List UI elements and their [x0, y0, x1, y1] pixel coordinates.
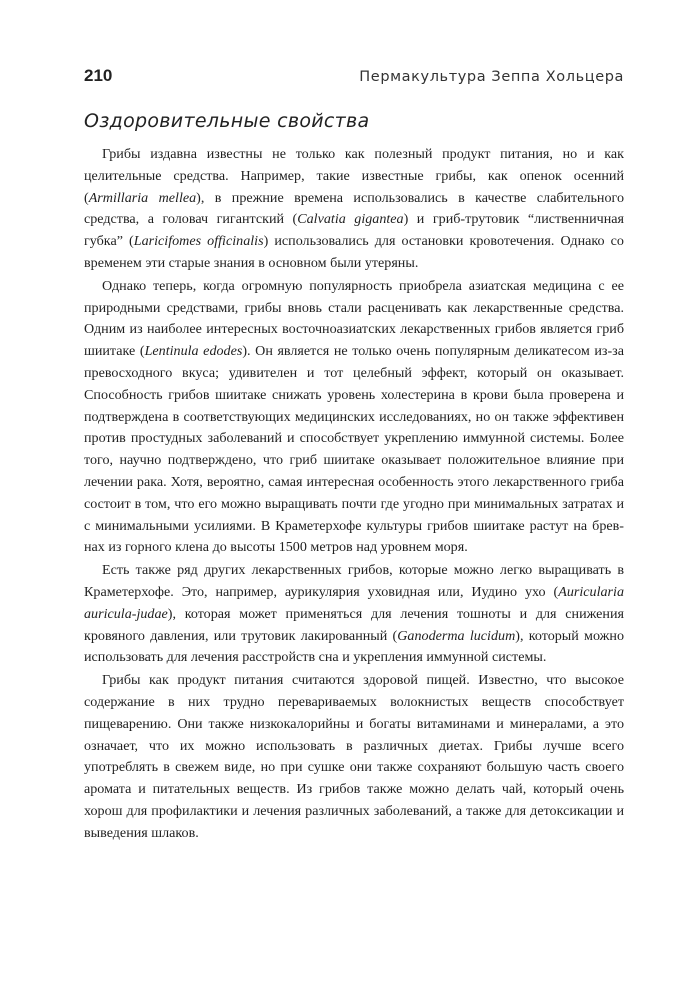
species-name: Lentinula edodes: [144, 343, 243, 360]
paragraph: [84, 560, 624, 669]
text-run: Грибы как продукт питания считаются здоровой пищей. Известно, что высокое содержание в них трудно перевариваемых волокнистых веществ способствует пищеварению. Они также низкокалорийны и богаты витаминами и минералами, а это означает, что их можно использовать в различных диетах. Грибы лучше всего употреблять в свежем виде, но при сушке они также сохраняют большую часть своего аромата и питательных веществ. Из грибов также можно делать чай, который очень хорош для профилактики и лечения различных заболеваний, а также для детоксикации и выведения шлаков.: [84, 672, 624, 841]
text-run: Однако теперь, когда огромную популярность приобрела азиатская медицина с ее природными средствами, грибы вновь стали расценивать как лекарственные средства. Одним из наиболее интересных восточноазиатских лекарственных грибов является гриб шиитаке (: [84, 277, 624, 360]
paragraph: [84, 144, 624, 275]
paragraph: [84, 276, 624, 559]
text-run: ), в прежние времена использовались в качестве слабительного средства, а головач гигантский (: [84, 189, 624, 228]
book-page: [84, 66, 624, 845]
section-title: Оздоровительные свойства: [84, 110, 370, 132]
page-header: [84, 66, 624, 96]
paragraph: [84, 670, 624, 844]
text-run: ). Он является не только очень популярным деликатесом из-за превосходного вкуса; удивителен и тот целебный эффект, который он оказывает. Способность грибов шиитаке снижать уровень холестерина в крови была проверена и подтверждена в соответствующих медицинских исследованиях, но он также эффективен против простудных заболеваний и способствует укреплению иммунной системы. Более того, научно подтверждено, что гриб шиитаке оказывает положительное влияние при лечении рака. Хотя, вероятно, самая интересная особенность этого лекарственного гриба состоит в том, что его можно выращивать почти где угодно при минимальных затратах и с минимальными усилиями. В Краметерхофе культуры грибов шиитаке растут на бревнах из горного клена до высоты 1500 метров над уровнем моря.: [84, 343, 624, 556]
species-name: Laricifomes officinalis: [133, 233, 264, 250]
species-name: Calvatia gigantea: [297, 211, 404, 228]
body-text: [84, 144, 624, 845]
species-name: Auricularia auricula-judae: [84, 583, 624, 622]
species-name: Ganoderma lucidum: [397, 627, 516, 644]
page-number: 210: [84, 66, 113, 85]
text-run: Грибы издавна известны не только как полезный продукт питания, но и как целительные средства. Например, такие известные грибы, как опенок осенний (: [84, 146, 624, 206]
text-run: ), которая может применяться для лечения тошноты и для снижения кровяного давления, или трутовик лакированный (: [84, 605, 624, 644]
text-run: ), который можно использовать для лечения расстройств сна и укрепления иммунной системы.: [84, 627, 624, 666]
text-run: Есть также ряд других лекарственных грибов, которые можно легко выращивать в Краметерхофе. Это, например, аурикулярия уховидная или, Иудино ухо (: [84, 562, 624, 600]
species-name: Armillaria mellea: [88, 189, 197, 206]
running-head: Пермакультура Зеппа Хольцера: [359, 69, 624, 85]
text-run: ) использовались для остановки кровотечения. Однако со временем эти старые знания в основном были утеряны.: [84, 233, 624, 271]
text-run: ) и гриб-трутовик “лиственничная губка” (: [84, 211, 624, 250]
